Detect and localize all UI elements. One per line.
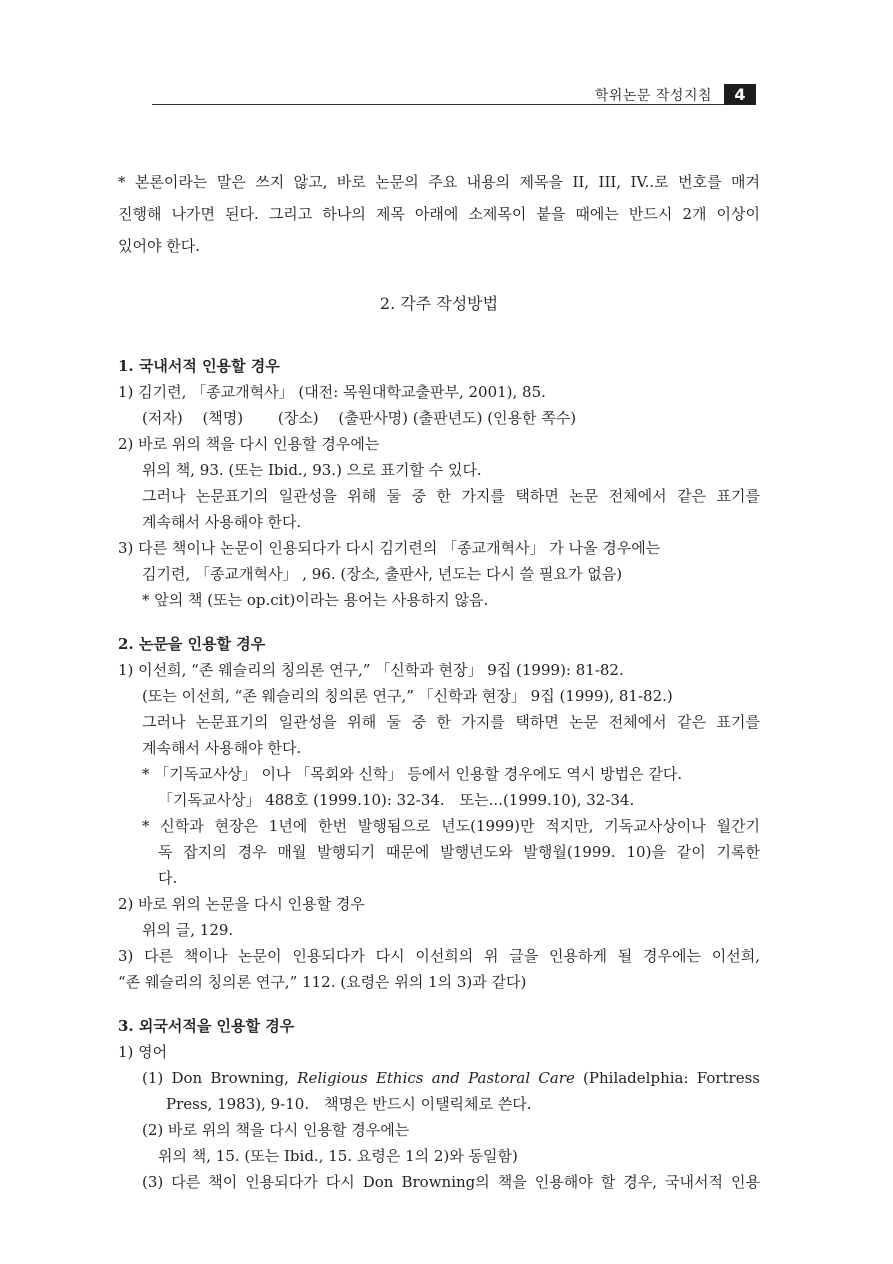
running-header — [152, 84, 756, 106]
subsection-heading: 2. 논문을 인용할 경우 — [118, 635, 266, 653]
book-title: Religious Ethics and Pastoral Care — [297, 1069, 575, 1087]
text-line: 3) 다른 책이나 논문이 인용되다가 다시 이선희의 위 글을 인용하게 될 경우에는 이선희, — [118, 947, 760, 965]
header-title: 학위논문 작성지침 — [594, 88, 712, 104]
text-line: 2) 바로 위의 논문을 다시 인용할 경우 — [118, 895, 365, 913]
intro-line: * 본론이라는 말은 쓰지 않고, 바로 논문의 주요 내용의 제목을 II, III, IV..로 번호를 매겨 — [118, 173, 760, 191]
citation-line: (또는 이선희, “존 웨슬리의 칭의론 연구,” 「신학과 현장」 9집 (1999), 81-82.) — [142, 687, 673, 705]
intro-line: 있어야 한다. — [118, 237, 200, 255]
text-line: (2) 바로 위의 책을 다시 인용할 경우에는 — [142, 1121, 410, 1139]
text-line: 계속해서 사용해야 한다. — [142, 513, 302, 531]
text-line: 2) 바로 위의 책을 다시 인용할 경우에는 — [118, 435, 380, 453]
text-line: 김기련, 「종교개혁사」 , 96. (장소, 출판사, 년도는 다시 쓸 필요가 없음) — [142, 565, 623, 583]
citation-line — [142, 1066, 760, 1090]
citation-line: Press, 1983), 9-10. 책명은 반드시 이탤릭체로 쓴다. — [166, 1095, 532, 1113]
text-line: (3) 다른 책이 인용되다가 다시 Don Browning의 책을 인용해야 할 경우, 국내서적 인용 — [142, 1173, 760, 1191]
note-line: * 「기독교사상」 이나 「목회와 신학」 등에서 인용할 경우에도 역시 방법은 같다. — [142, 765, 683, 783]
page-number: 4 — [724, 84, 756, 105]
text-line: 다. — [158, 869, 178, 887]
text-line: 위의 책, 93. (또는 Ibid., 93.) 으로 표기할 수 있다. — [142, 461, 482, 479]
citation-legend: (저자) (책명) (장소) (출판사명) (출판년도) (인용한 쪽수) — [142, 409, 577, 427]
text-line: 그러나 논문표기의 일관성을 위해 둘 중 한 가지를 택하면 논문 전체에서 같은 표기를 — [142, 713, 760, 731]
text-line: 「기독교사상」 488호 (1999.10): 32-34. 또는...(1999.10), 32-34. — [158, 791, 635, 809]
text-line: 위의 책, 15. (또는 Ibid., 15. 요령은 1의 2)와 동일함) — [158, 1147, 518, 1165]
text-line: 1) 영어 — [118, 1043, 168, 1061]
note-line: * 앞의 책 (또는 op.cit)이라는 용어는 사용하지 않음. — [142, 591, 489, 609]
citation-line: 1) 김기련, 「종교개혁사」 (대전: 목원대학교출판부, 2001), 85. — [118, 383, 546, 401]
text-line: 그러나 논문표기의 일관성을 위해 둘 중 한 가지를 택하면 논문 전체에서 같은 표기를 — [142, 487, 760, 505]
text-line: 계속해서 사용해야 한다. — [142, 739, 302, 757]
intro-line: 진행해 나가면 된다. 그리고 하나의 제목 아래에 소제목이 붙을 때에는 반드시 2개 이상이 — [118, 205, 760, 223]
subsection-heading: 3. 외국서적을 인용할 경우 — [118, 1017, 295, 1035]
section-title: 2. 각주 작성방법 — [379, 294, 499, 313]
subsection-heading: 1. 국내서적 인용할 경우 — [118, 357, 280, 375]
citation-line: 1) 이선희, “존 웨슬리의 칭의론 연구,” 「신학과 현장」 9집 (1999): 81-82. — [118, 661, 624, 679]
text-line: 3) 다른 책이나 논문이 인용되다가 다시 김기련의 「종교개혁사」 가 나올 경우에는 — [118, 539, 661, 557]
note-line: * 신학과 현장은 1년에 한번 발행됨으로 년도(1999)만 적지만, 기독교사상이나 월간기 — [142, 817, 760, 835]
text-line: 위의 글, 129. — [142, 921, 234, 939]
text-line: 독 잡지의 경우 매월 발행되기 때문에 발행년도와 발행월(1999. 10)을 같이 기록한 — [158, 843, 760, 861]
citation-prefix: (1) Don Browning, — [142, 1069, 298, 1087]
text-line: “존 웨슬리의 칭의론 연구,” 112. (요령은 위의 1의 3)과 같다) — [118, 973, 527, 991]
citation-suffix: (Philadelphia: Fortress — [574, 1069, 760, 1087]
